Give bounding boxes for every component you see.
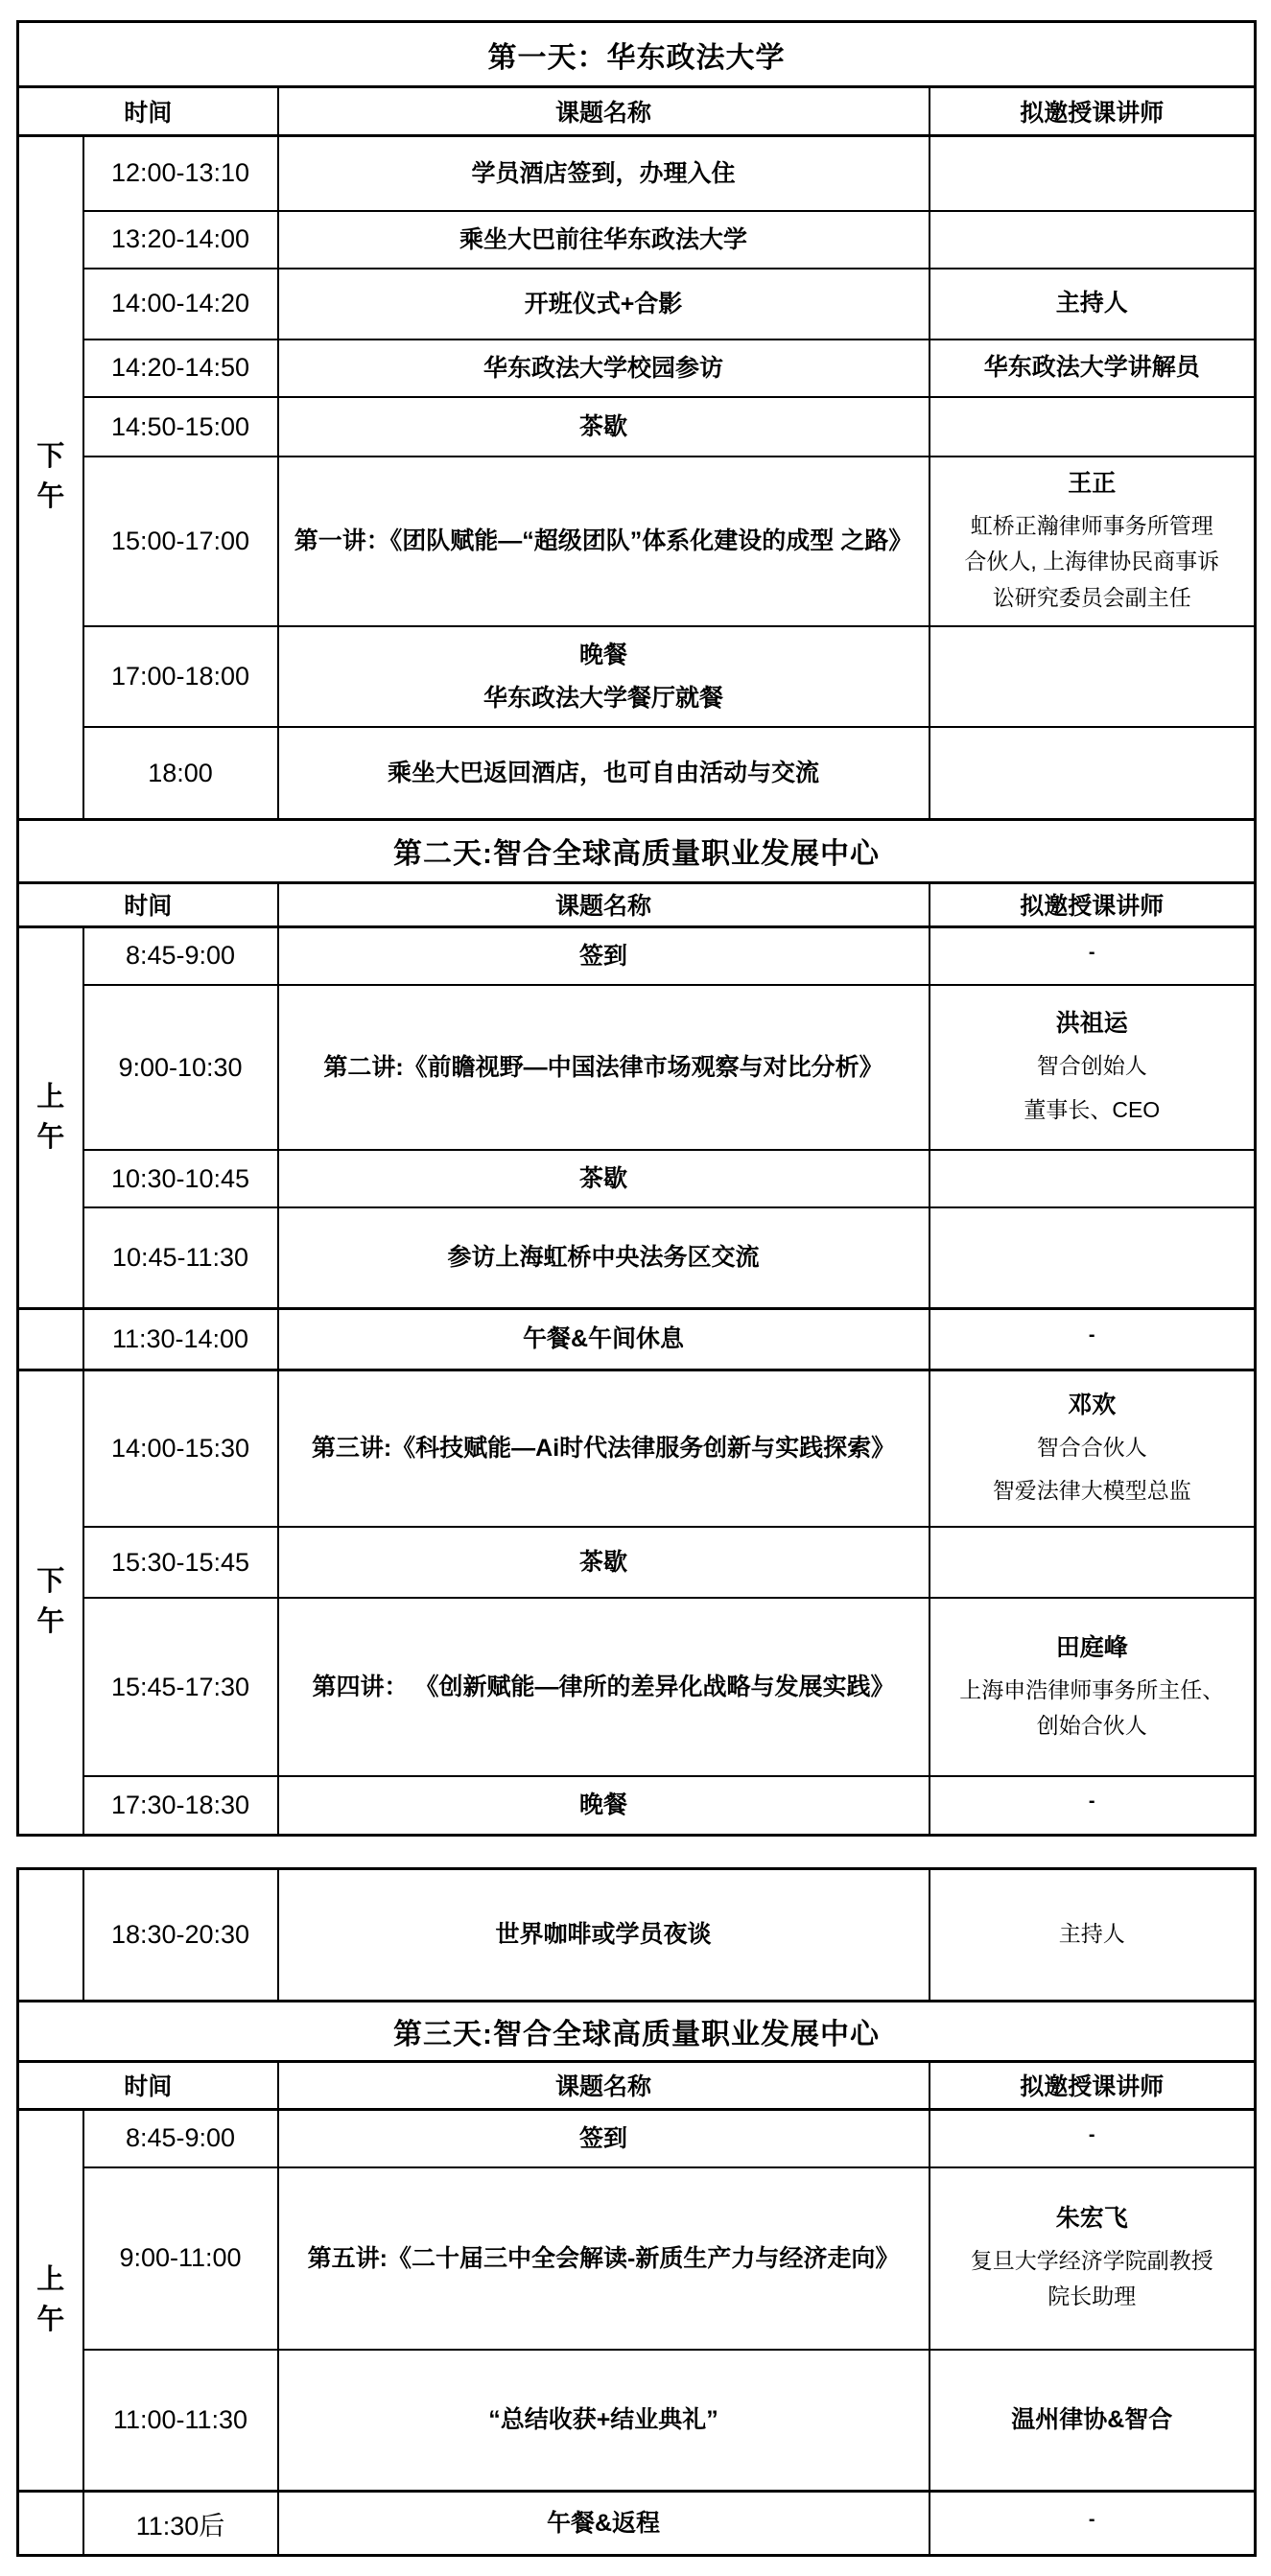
day-3-table xyxy=(16,2000,1257,2558)
time-cell: 8:45-9:00 xyxy=(83,2109,278,2167)
topic-line: 第四讲： 《创新赋能—律所的差异化战略与发展实践》 xyxy=(312,1674,895,1701)
lecturer-cell xyxy=(930,1370,1256,1527)
lecturer-cell xyxy=(930,136,1256,211)
lecturer-name: 温州律协&智合 xyxy=(1011,2406,1173,2433)
lecturer-cell xyxy=(930,1308,1256,1370)
lecturer-cell xyxy=(930,269,1256,340)
lecturer-name: 邓欢 xyxy=(1068,1391,1117,1418)
topic-cell xyxy=(278,2350,930,2492)
lecturer-description-line: 创始合伙人 xyxy=(1036,1712,1147,1738)
col-header-topic: 课题名称 xyxy=(278,2061,930,2109)
time-cell: 17:00-18:00 xyxy=(83,626,278,728)
lecturer-description-line: 智合合伙人 xyxy=(1036,1434,1147,1460)
lecturer-name: 洪祖运 xyxy=(1055,1010,1128,1038)
lecturer-description-line: 上海申浩律师事务所主任、 xyxy=(959,1676,1225,1702)
lecturer-description-line: 智合创始人 xyxy=(1036,1053,1147,1079)
lecturer-description xyxy=(938,508,1247,616)
time-cell: 11:30-14:00 xyxy=(83,1308,278,1370)
time-cell: 8:45-9:00 xyxy=(83,926,278,985)
lecturer-name: 田庭峰 xyxy=(1055,1633,1128,1661)
day-1-table xyxy=(16,20,1257,821)
period-cell xyxy=(18,2492,83,2556)
topic-cell xyxy=(278,1308,930,1370)
day-title: 第三天:智合全球高质量职业发展中心 xyxy=(18,2001,1256,2061)
col-header-time: 时间 xyxy=(18,2061,278,2109)
period-label-char: 午 xyxy=(36,1606,65,1638)
lecturer-description-line: 董事长、CEO xyxy=(1024,1096,1161,1122)
time-cell: 10:45-11:30 xyxy=(83,1207,278,1308)
lecturer-cell xyxy=(930,457,1256,626)
topic-line: 茶歇 xyxy=(578,412,627,440)
lecturer-cell xyxy=(930,2492,1256,2556)
col-header-time: 时间 xyxy=(18,882,278,926)
topic-cell xyxy=(278,926,930,985)
topic-line: 第三讲:《科技赋能—Ai时代法律服务创新与实践探索》 xyxy=(311,1435,896,1463)
placeholder-dash: - xyxy=(1088,1791,1095,1813)
time-cell: 15:00-17:00 xyxy=(83,457,278,626)
topic-cell xyxy=(278,457,930,626)
topic-cell xyxy=(278,2167,930,2350)
lecturer-description xyxy=(938,2243,1247,2315)
period-cell xyxy=(18,926,83,1308)
col-header-topic: 课题名称 xyxy=(278,87,930,136)
lecturer-description-line: 虹桥正瀚律师事务所管理 xyxy=(970,513,1213,538)
col-header-time: 时间 xyxy=(18,87,278,136)
lecturer-cell xyxy=(930,926,1256,985)
placeholder-dash: - xyxy=(1088,2509,1095,2531)
time-cell: 18:00 xyxy=(83,727,278,819)
lecturer-description xyxy=(938,1048,1247,1084)
lecturer-cell xyxy=(930,211,1256,269)
time-cell: 14:00-14:20 xyxy=(83,269,278,340)
lecturer-cell xyxy=(930,397,1256,457)
time-cell: 11:30后 xyxy=(83,2492,278,2556)
lecturer-description xyxy=(938,1092,1247,1128)
placeholder-dash: - xyxy=(1088,941,1095,963)
time-cell: 15:30-15:45 xyxy=(83,1527,278,1598)
placeholder-dash: - xyxy=(1088,1324,1095,1347)
lecturer-cell xyxy=(930,2350,1256,2492)
time-cell: 14:00-15:30 xyxy=(83,1370,278,1527)
topic-cell xyxy=(278,1776,930,1835)
lecturer-description-line: 合伙人, 上海律协民商事诉 xyxy=(964,549,1220,574)
lecturer-name: 王正 xyxy=(1068,470,1117,497)
lecturer-name: 朱宏飞 xyxy=(1055,2205,1128,2232)
topic-line: 晚餐 xyxy=(578,1791,627,1819)
lecturer-name: 华东政法大学讲解员 xyxy=(983,354,1200,382)
topic-line: 参访上海虹桥中央法务区交流 xyxy=(447,1244,760,1272)
period-cell xyxy=(18,1308,83,1370)
topic-cell xyxy=(278,397,930,457)
time-cell: 10:30-10:45 xyxy=(83,1150,278,1207)
period-label-char: 午 xyxy=(36,1121,65,1153)
col-header-topic: 课题名称 xyxy=(278,882,930,926)
lecturer-cell xyxy=(930,2167,1256,2350)
lecturer-description-line: 院长助理 xyxy=(1047,2283,1137,2309)
lecturer-cell xyxy=(930,1527,1256,1598)
topic-line: 签到 xyxy=(578,2124,627,2152)
lecturer-cell xyxy=(930,1598,1256,1776)
time-cell: 17:30-18:30 xyxy=(83,1776,278,1835)
time-cell: 13:20-14:00 xyxy=(83,211,278,269)
lecturer-description xyxy=(938,1673,1247,1745)
day-2-table xyxy=(16,818,1257,1837)
topic-cell xyxy=(278,1150,930,1207)
lecturer-name: 主持人 xyxy=(1055,290,1128,317)
lecturer-cell xyxy=(930,727,1256,819)
topic-line: 华东政法大学餐厅就餐 xyxy=(483,685,723,712)
topic-cell xyxy=(278,727,930,819)
lecturer-cell xyxy=(930,985,1256,1150)
topic-cell xyxy=(278,1527,930,1598)
topic-line: 世界咖啡或学员夜谈 xyxy=(495,1920,712,1948)
topic-cell xyxy=(278,136,930,211)
topic-line: 乘坐大巴返回酒店，也可自由活动与交流 xyxy=(387,759,819,786)
topic-line: 签到 xyxy=(578,942,627,970)
col-header-lecturer: 拟邀授课讲师 xyxy=(930,882,1256,926)
col-header-lecturer: 拟邀授课讲师 xyxy=(930,2061,1256,2109)
time-cell: 18:30-20:30 xyxy=(83,1868,278,2001)
col-header-lecturer: 拟邀授课讲师 xyxy=(930,87,1256,136)
evening-session-table xyxy=(16,1867,1257,2002)
topic-cell xyxy=(278,1207,930,1308)
topic-line: 第五讲:《二十届三中全会解读-新质生产力与经济走向》 xyxy=(307,2244,900,2272)
day-title: 第二天:智合全球高质量职业发展中心 xyxy=(18,819,1256,882)
topic-cell xyxy=(278,211,930,269)
day-title: 第一天：华东政法大学 xyxy=(18,22,1256,87)
topic-line: 午餐&午间休息 xyxy=(522,1325,685,1353)
period-label-char: 下 xyxy=(36,441,65,473)
topic-line: 乘坐大巴前往华东政法大学 xyxy=(459,225,747,253)
period-cell xyxy=(18,1868,83,2001)
time-cell: 14:50-15:00 xyxy=(83,397,278,457)
lecturer-cell xyxy=(930,1207,1256,1308)
topic-cell xyxy=(278,2109,930,2167)
period-label-char: 午 xyxy=(36,2304,65,2335)
lecturer-cell xyxy=(930,626,1256,728)
time-cell: 9:00-10:30 xyxy=(83,985,278,1150)
lecturer-cell xyxy=(930,1868,1256,2001)
time-cell: 9:00-11:00 xyxy=(83,2167,278,2350)
tables-container xyxy=(16,20,1271,2557)
topic-line: 午餐&返程 xyxy=(546,2510,661,2538)
topic-cell xyxy=(278,2492,930,2556)
lecturer-cell xyxy=(930,1150,1256,1207)
period-label-char: 上 xyxy=(36,2263,65,2295)
topic-cell xyxy=(278,1370,930,1527)
lecturer-description-line: 主持人 xyxy=(1058,1921,1125,1947)
time-cell: 14:20-14:50 xyxy=(83,340,278,397)
time-cell: 12:00-13:10 xyxy=(83,136,278,211)
topic-cell xyxy=(278,1598,930,1776)
topic-line: 第一讲：《团队赋能—“超级团队”体系化建设的成型 之路》 xyxy=(294,527,913,555)
topic-line: 学员酒店签到，办理入住 xyxy=(471,159,736,187)
period-label-char: 下 xyxy=(36,1566,65,1598)
period-cell xyxy=(18,2109,83,2492)
table-gap xyxy=(16,1837,1257,1867)
lecturer-description xyxy=(938,1473,1247,1509)
lecturer-cell xyxy=(930,1776,1256,1835)
topic-cell xyxy=(278,626,930,728)
topic-line: 开班仪式+合影 xyxy=(524,290,683,317)
period-label-char: 上 xyxy=(36,1081,65,1112)
topic-cell xyxy=(278,340,930,397)
placeholder-dash: - xyxy=(1088,2123,1095,2145)
lecturer-description-line: 智爱法律大模型总监 xyxy=(992,1478,1191,1503)
lecturer-description xyxy=(938,1430,1247,1465)
time-cell: 11:00-11:30 xyxy=(83,2350,278,2492)
period-cell xyxy=(18,136,83,820)
lecturer-description xyxy=(938,1916,1247,1952)
topic-cell xyxy=(278,985,930,1150)
lecturer-cell xyxy=(930,2109,1256,2167)
topic-cell xyxy=(278,1868,930,2001)
topic-line: 第二讲:《前瞻视野—中国法律市场观察与对比分析》 xyxy=(323,1053,883,1081)
topic-line: “总结收获+结业典礼” xyxy=(488,2406,718,2434)
lecturer-description-line: 讼研究委员会副主任 xyxy=(992,584,1191,610)
lecturer-cell xyxy=(930,340,1256,397)
topic-line: 晚餐 xyxy=(578,641,627,668)
topic-line: 华东政法大学校园参访 xyxy=(483,354,723,382)
time-cell: 15:45-17:30 xyxy=(83,1598,278,1776)
lecturer-description-line: 复旦大学经济学院副教授 xyxy=(970,2248,1213,2273)
topic-line: 茶歇 xyxy=(578,1549,627,1577)
topic-line: 茶歇 xyxy=(578,1165,627,1192)
period-label-char: 午 xyxy=(36,481,65,513)
topic-cell xyxy=(278,269,930,340)
period-cell xyxy=(18,1370,83,1835)
